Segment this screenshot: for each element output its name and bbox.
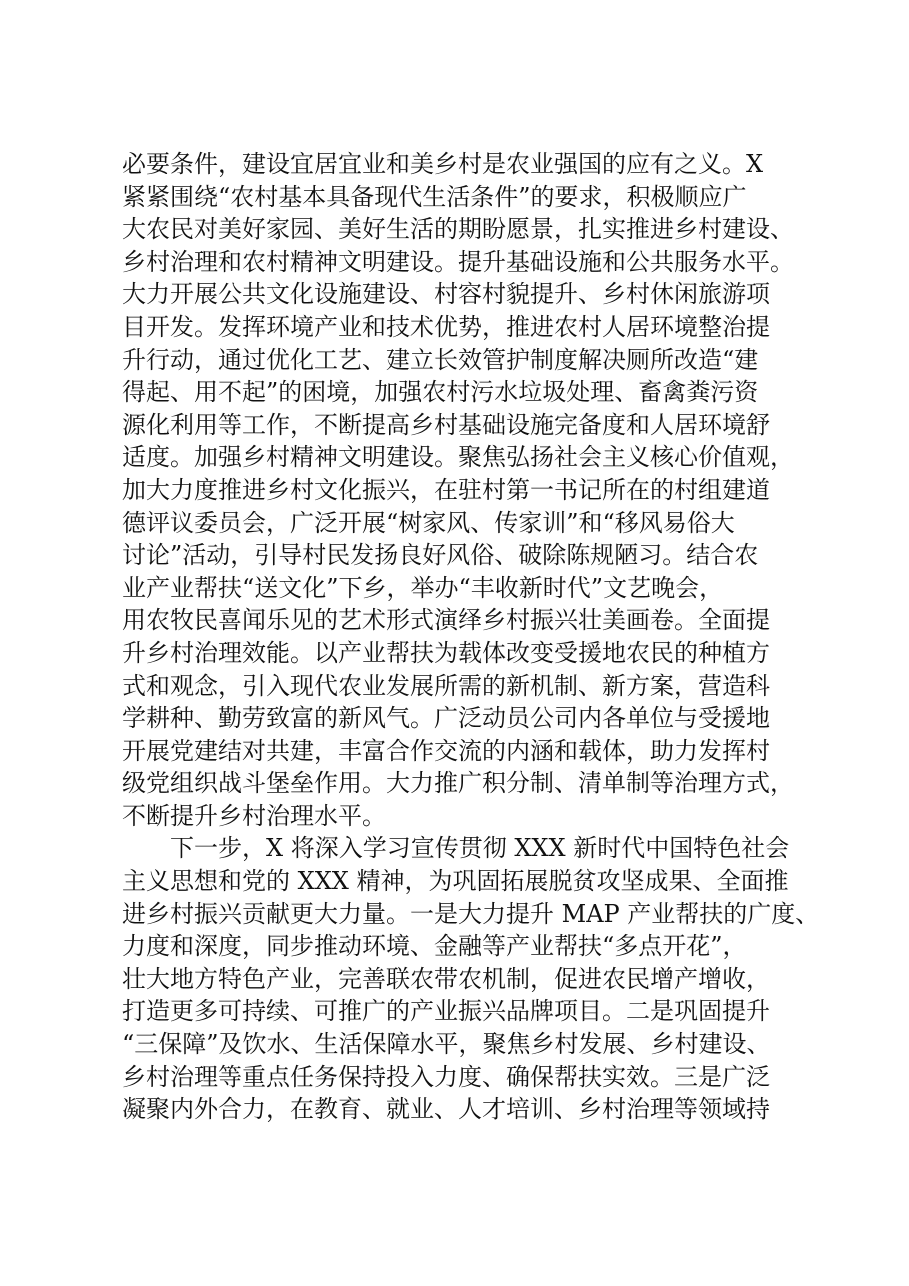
text-line: 用农牧民喜闻乐见的艺术形式演绎乡村振兴壮美画卷。全面提 xyxy=(122,606,770,635)
text-line: 下一步，X 将深入学习宣传贯彻 XXX 新时代中国特色社会 xyxy=(170,834,790,863)
text-line: 加大力度推进乡村文化振兴，在驻村第一书记所在的村组建道 xyxy=(122,475,770,504)
text-line: 式和观念，引入现代农业发展所需的新机制、新方案，营造科 xyxy=(122,671,770,700)
text-line: 不断提升乡村治理水平。 xyxy=(122,801,386,830)
body-text xyxy=(122,148,822,1126)
paragraph-next-steps xyxy=(122,832,822,1125)
text-line: 乡村治理等重点任务保持投入力度、确保帮扶实效。三是广泛 xyxy=(122,1062,770,1091)
text-line: 必要条件，建设宜居宜业和美乡村是农业强国的应有之义。X xyxy=(122,150,764,178)
text-line: 大力开展公共文化设施建设、村容村貌提升、乡村休闲旅游项 xyxy=(122,280,770,309)
text-line: 乡村治理和农村精神文明建设。提升基础设施和公共服务水平。 xyxy=(122,247,794,276)
text-line: 升乡村治理效能。以产业帮扶为载体改变受援地农民的种植方 xyxy=(122,638,770,667)
text-line: 德评议委员会，广泛开展“树家风、传家训”和“移风易俗大 xyxy=(122,508,735,537)
text-line: 开展党建结对共建，丰富合作交流的内涵和载体，助力发挥村 xyxy=(122,736,770,765)
text-line: 源化利用等工作，不断提高乡村基础设施完备度和人居环境舒 xyxy=(122,410,770,439)
text-line: 壮大地方特色产业，完善联农带农机制，促进农民增产增收， xyxy=(122,964,770,993)
paragraph-rural-construction xyxy=(122,148,822,832)
text-line: 学耕种、勤劳致富的新风气。广泛动员公司内各单位与受援地 xyxy=(122,704,770,733)
text-line: 力度和深度，同步推动环境、金融等产业帮扶“多点开花”， xyxy=(122,932,747,961)
text-line: 目开发。发挥环境产业和技术优势，推进农村人居环境整治提 xyxy=(122,312,770,341)
text-line: “三保障”及饮水、生活保障水平，聚焦乡村发展、乡村建设、 xyxy=(122,1030,771,1059)
text-line: 业产业帮扶“送文化”下乡，举办“丰收新时代”文艺晚会， xyxy=(122,573,724,602)
text-line: 打造更多可持续、可推广的产业振兴品牌项目。二是巩固提升 xyxy=(122,997,770,1026)
text-line: 得起、用不起”的困境，加强农村污水垃圾处理、畜禽粪污资 xyxy=(122,378,759,407)
text-line: 主义思想和党的 XXX 精神，为巩固拓展脱贫攻坚成果、全面推 xyxy=(122,867,789,896)
text-line: 级党组织战斗堡垒作用。大力推广积分制、清单制等治理方式， xyxy=(122,769,794,798)
text-line: 讨论”活动，引导村民发扬良好风俗、破除陈规陋习。结合农 xyxy=(122,541,759,570)
text-line: 紧紧围绕“农村基本具备现代生活条件”的要求，积极顺应广 xyxy=(122,182,747,211)
text-line: 适度。加强乡村精神文明建设。聚焦弘扬社会主义核心价值观， xyxy=(122,443,794,472)
text-line: 升行动，通过优化工艺、建立长效管护制度解决厕所改造“建 xyxy=(122,345,759,374)
text-line: 大农民对美好家园、美好生活的期盼愿景，扎实推进乡村建设、 xyxy=(122,215,794,244)
text-line: 凝聚内外合力，在教育、就业、人才培训、乡村治理等领域持 xyxy=(122,1095,770,1124)
text-line: 进乡村振兴贡献更大力量。一是大力提升 MAP 产业帮扶的广度、 xyxy=(122,899,820,928)
